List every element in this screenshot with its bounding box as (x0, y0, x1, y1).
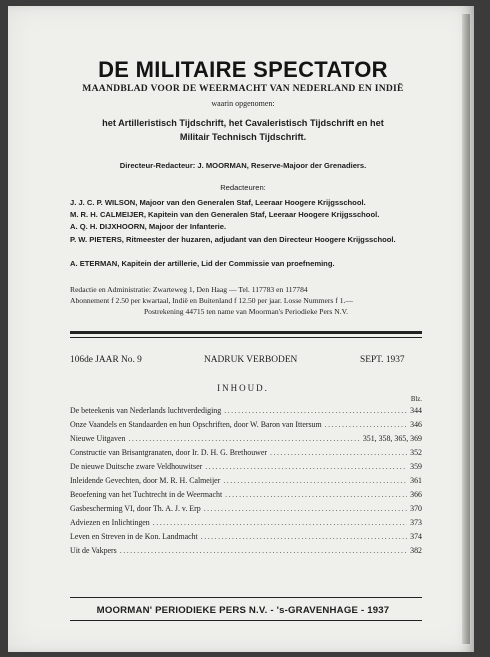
toc-title: Inleidende Gevechten, door M. R. H. Calmeijer (70, 476, 221, 485)
editors-label: Redacteuren: (220, 183, 266, 192)
journal-title: DE MILITAIRE SPECTATOR (98, 57, 388, 82)
toc-entry (70, 406, 422, 416)
editor-line: M. R. H. CALMEIJER, Kapitein van den Generalen Staf, Leeraar Hoogere Krijgsschool. (70, 210, 380, 219)
toc-page: 374 (410, 532, 422, 541)
toc-entry (70, 490, 422, 500)
merged-journals-line-1: het Artilleristisch Tijdschrift, het Cavaleristisch Tijdschrift en het (102, 118, 384, 128)
editor-line: A. ETERMAN, Kapitein der artillerie, Lid der Commissie van proefneming. (70, 259, 335, 268)
toc-page: 351, 358, 365, 369 (362, 434, 422, 443)
toc-entry (70, 462, 422, 472)
toc-title: Beoefening van het Tuchtrecht in de Weermacht (70, 490, 223, 499)
toc-entry (70, 434, 422, 444)
editor-line: P. W. PIETERS, Ritmeester der huzaren, adjudant van den Directeur Hoogere Krijgsschool. (70, 235, 396, 244)
toc-title: Uit de Vakpers (70, 546, 117, 555)
toc-leader (205, 462, 407, 472)
journal-subtitle: MAANDBLAD VOOR DE WEERMACHT VAN NEDERLAND EN INDIË (82, 83, 404, 94)
issue-date: SEPT. 1937 (360, 355, 405, 365)
toc-page: 352 (410, 448, 422, 457)
toc-entry (70, 532, 422, 542)
toc-leader (225, 490, 407, 500)
publisher-footer: MOORMAN' PERIODIEKE PERS N.V. - 's-GRAVENHAGE - 1937 (96, 605, 390, 616)
toc-page: 366 (410, 490, 422, 499)
merged-journals-line-2: Militair Technisch Tijdschrift. (179, 132, 307, 142)
toc-title: Adviezen en Inlichtingen (70, 518, 150, 527)
divider-thick (70, 331, 422, 334)
toc-entry (70, 476, 422, 486)
toc-leader (120, 546, 407, 556)
toc-page: 359 (410, 462, 422, 471)
toc-entry (70, 518, 422, 528)
toc-title: Leven en Streven in de Kon. Landmacht (70, 532, 198, 541)
subscription-rates: Abonnement f 2.50 per kwartaal, Indië en Buitenland f 12.50 per jaar. Losse Nummers f 1.— (70, 296, 354, 305)
toc-title: De beteekenis van Nederlands luchtverdediging (70, 406, 222, 415)
toc-leader (270, 448, 407, 458)
toc-title: Nieuwe Uitgaven (70, 434, 126, 443)
toc-title: Gasbescherming VI, door Th. A. J. v. Erp (70, 504, 201, 513)
toc-entry (70, 546, 422, 556)
issue-volume: 106de JAAR No. 9 (70, 355, 142, 365)
toc-page: 346 (410, 420, 422, 429)
journal-page (8, 6, 474, 652)
reprint-notice: NADRUK VERBODEN (204, 355, 298, 365)
footer-divider (70, 597, 422, 598)
administration-address: Redactie en Administratie: Zwarteweg 1, Den Haag — Tel. 117783 en 117784 (70, 285, 308, 294)
toc-leader (153, 518, 407, 528)
toc-leader (224, 406, 407, 416)
toc-leader (223, 476, 407, 486)
toc-title: Constructie van Brisantgranaten, door Ir. D. H. G. Brethouwer (70, 448, 267, 457)
contents-heading: INHOUD. (217, 383, 269, 393)
toc-title: De nieuwe Duitsche zware Veldhouwitser (70, 462, 203, 471)
page-column-label: Blz. (410, 396, 422, 403)
editor-line: J. J. C. P. WILSON, Majoor van den Generalen Staf, Leeraar Hoogere Krijgsschool. (70, 198, 366, 207)
toc-leader (128, 434, 359, 444)
toc-entry (70, 420, 422, 430)
toc-page: 373 (410, 518, 422, 527)
incorporated-label: waarin opgenomen: (211, 99, 275, 108)
toc-leader (201, 532, 407, 542)
director-editor: Directeur-Redacteur: J. MOORMAN, Reserve-Majoor der Grenadiers. (119, 161, 367, 170)
book-page-edge (462, 14, 470, 644)
toc-leader (204, 504, 407, 514)
toc-entry (70, 504, 422, 514)
toc-entry (70, 448, 422, 458)
toc-page: 344 (410, 406, 422, 415)
toc-page: 370 (410, 504, 422, 513)
editor-line: A. Q. H. DIJXHOORN, Majoor der Infanterie. (70, 222, 227, 231)
footer-divider-bottom (70, 620, 422, 621)
toc-page: 361 (410, 476, 422, 485)
postal-account: Postrekening 44715 ten name van Moorman's Periodieke Pers N.V. (143, 307, 349, 316)
toc-page: 382 (410, 546, 422, 555)
divider-thin (70, 337, 422, 338)
toc-leader (325, 420, 408, 430)
toc-title: Onze Vaandels en Standaarden en hun Opschriften, door W. Baron van Ittersum (70, 420, 322, 429)
